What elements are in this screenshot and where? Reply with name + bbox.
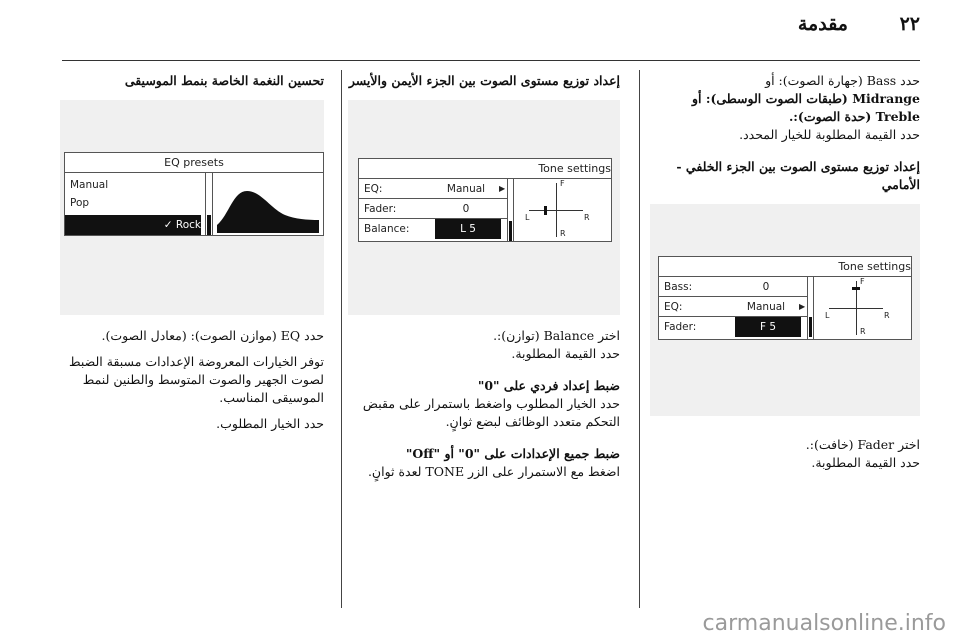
screen-title: Tone settings bbox=[359, 159, 611, 179]
description-text: الموسيقى المناسب. bbox=[219, 390, 324, 405]
balance-position-marker bbox=[544, 206, 547, 215]
section-title: مقدمة bbox=[797, 13, 848, 35]
setting-label: EQ: bbox=[664, 301, 683, 313]
setting-value: 0 bbox=[462, 203, 470, 215]
subsection-heading: ضبط جميع الإعدادات على "0" أو "Off" bbox=[405, 446, 620, 461]
instruction-text: حدد القيمة المطلوبة. bbox=[811, 455, 920, 470]
axis-label-right: R bbox=[584, 213, 590, 222]
preset-item: Manual bbox=[70, 179, 109, 191]
description-text: لصوت الجهير والصوت المتوسط والطنين لنمط bbox=[82, 372, 324, 387]
scroll-thumb bbox=[809, 317, 812, 337]
middle-column bbox=[348, 70, 620, 481]
page-header bbox=[0, 0, 960, 62]
watermark: carmanualsonline.info bbox=[702, 611, 946, 636]
section-heading: إعداد توزيع مستوى الصوت بين الجزء الخلفي - الأمامي bbox=[676, 159, 920, 192]
submenu-arrow-icon: ▶ bbox=[799, 302, 806, 311]
intro-line: Treble (حدة الصوت):. bbox=[788, 109, 920, 124]
axis-label-rear: R bbox=[560, 229, 566, 238]
left-column bbox=[60, 70, 324, 433]
axis-label-left: L bbox=[525, 213, 530, 222]
instruction-text: حدد القيمة المطلوبة. bbox=[511, 346, 620, 361]
setting-row bbox=[659, 277, 807, 297]
section-heading: إعداد توزيع مستوى الصوت بين الجزء الأيمن والأيسر bbox=[348, 73, 620, 88]
scrollbar bbox=[205, 173, 213, 235]
axis-label-rear: R bbox=[860, 327, 866, 336]
instruction-text: حدد الخيار المطلوب. bbox=[216, 416, 324, 431]
tone-settings-balance-figure bbox=[348, 100, 620, 315]
instruction-text: حدد EQ (موازن الصوت): (معادل الصوت). bbox=[101, 328, 324, 343]
scroll-thumb bbox=[207, 215, 211, 235]
instruction-text: حدد الخيار المطلوب واضغط باستمرار على مقبض bbox=[362, 396, 620, 411]
setting-row bbox=[359, 219, 507, 239]
column-divider-right bbox=[639, 70, 640, 608]
lcd-screen bbox=[658, 256, 912, 340]
lcd-screen bbox=[358, 158, 612, 242]
instruction-text: اضغط مع الاستمرار على الزر TONE لعدة ثوانٍ. bbox=[367, 464, 620, 479]
preset-item: Pop bbox=[70, 197, 90, 209]
setting-label: Bass: bbox=[664, 281, 693, 293]
setting-row bbox=[359, 179, 507, 199]
scrollbar bbox=[807, 277, 814, 339]
balance-axis-horizontal bbox=[829, 308, 883, 309]
submenu-arrow-icon: ▶ bbox=[499, 184, 506, 193]
screen-title: EQ presets bbox=[65, 153, 323, 173]
right-column bbox=[650, 70, 920, 472]
setting-value-selected: F 5 bbox=[735, 317, 801, 337]
eq-curve-graphic bbox=[215, 175, 321, 233]
page-number: ٢٢ bbox=[899, 13, 920, 35]
setting-label: EQ: bbox=[364, 183, 383, 195]
setting-label: Fader: bbox=[664, 321, 697, 333]
instruction-text: اختر Balance (توازن):. bbox=[493, 328, 620, 343]
balance-axis-horizontal bbox=[529, 210, 583, 211]
setting-row bbox=[359, 199, 507, 219]
axis-label-right: R bbox=[884, 311, 890, 320]
axis-label-left: L bbox=[825, 311, 830, 320]
description-text: توفر الخيارات المعروضة الإعدادات مسبقة الضبط bbox=[69, 354, 324, 369]
setting-row bbox=[659, 317, 807, 337]
section-heading: تحسين النغمة الخاصة بنمط الموسيقى bbox=[124, 73, 324, 88]
intro-line: حدد القيمة المطلوبة للخيار المحدد. bbox=[739, 127, 920, 142]
setting-value-selected: L 5 bbox=[435, 219, 501, 239]
instruction-text: التحكم متعدد الوظائف لبضع ثوانٍ. bbox=[445, 414, 620, 429]
setting-label: Balance: bbox=[364, 223, 410, 235]
preset-item-selected: ✓ Rock bbox=[65, 215, 201, 235]
axis-label-front: F bbox=[860, 277, 865, 286]
setting-row bbox=[659, 297, 807, 317]
tone-settings-fader-figure bbox=[650, 204, 920, 416]
eq-presets-figure bbox=[60, 100, 324, 315]
intro-line: Midrange (طبقات الصوت الوسطى): أو bbox=[691, 91, 920, 106]
fader-position-marker bbox=[852, 287, 860, 290]
scroll-thumb bbox=[509, 221, 512, 241]
subsection-heading: ضبط إعداد فردي على "0" bbox=[477, 378, 620, 393]
instruction-text: اختر Fader (خافت):. bbox=[805, 437, 920, 452]
lcd-screen bbox=[64, 152, 324, 236]
setting-value: 0 bbox=[762, 281, 770, 293]
axis-label-front: F bbox=[560, 179, 565, 188]
screen-title: Tone settings bbox=[659, 257, 911, 277]
column-divider-left bbox=[341, 70, 342, 608]
scrollbar bbox=[507, 179, 514, 241]
header-divider bbox=[62, 60, 920, 61]
intro-line: حدد Bass (جهارة الصوت): أو bbox=[765, 73, 920, 88]
setting-value: Manual bbox=[746, 301, 786, 313]
setting-label: Fader: bbox=[364, 203, 397, 215]
setting-value: Manual bbox=[446, 183, 486, 195]
